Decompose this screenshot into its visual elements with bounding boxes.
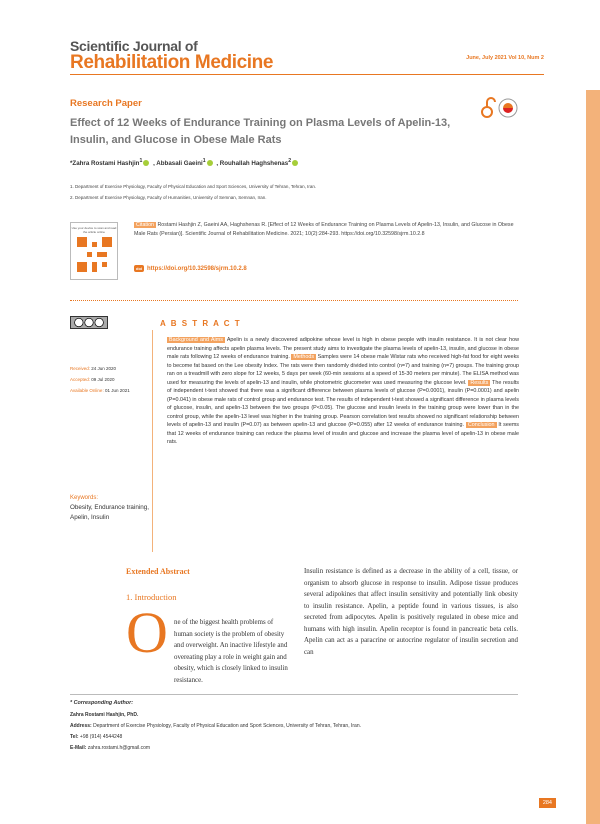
drop-cap: O — [126, 600, 168, 665]
right-margin-bar — [586, 90, 600, 824]
corresponding-author-name: Zahra Rostami Hashjin, PhD. — [70, 712, 139, 718]
orcid-icon[interactable] — [207, 160, 213, 166]
doi-link: https://doi.org/10.32598/sjrm.10.2.8 — [147, 266, 247, 273]
page-number: 284 — [539, 798, 556, 808]
keywords-label: Keywords: — [70, 495, 99, 501]
qr-code-box[interactable] — [70, 222, 118, 280]
journal-name-line1: Scientific Journal of — [70, 38, 198, 54]
orcid-icon[interactable] — [292, 160, 298, 166]
abstract-heading: A B S T R A C T — [160, 319, 242, 328]
affiliation: 2. Department of Exercise Physiology, Faculty of Humanities, University of Semnan, Semnan, Iran. — [70, 195, 267, 200]
author-address: Address: Department of Exercise Physiology, Faculty of Physical Education and Sport Sciences, University of Tehran, Tehran, Iran. — [70, 723, 361, 729]
intro-right-column: Insulin resistance is defined as a decrease in the ability of a cell, tissue, or organism to absorb glucose in response to insulin. Adipose tissue produces several adipokines that affect insulin sensitivity and potentially link obesity to insulin resistance. Apelin, a peptide found in various tissues, is also secreted from adipocytes. Apelin is positively regulated in obese mice and humans with high insulin. Apelin receptor is found in pancreatic beta cells. Apelin can act as a paracrine or autocrine regulator of insulin secretion and can — [304, 568, 518, 656]
authors-line: *Zahra Rostami Hashjin$^1$ , Abbasali Gaeini$^1$ , Rouhallah Haghshenas$^2$ — [70, 158, 300, 167]
abstract-label-results: Results — [470, 379, 489, 386]
dotted-divider — [70, 300, 518, 301]
journal-name-line2: Rehabilitation Medicine — [70, 52, 273, 73]
received-date: 24 Jun 2020 — [91, 366, 117, 371]
doi-icon: doi — [136, 266, 142, 271]
citation-block — [134, 221, 518, 238]
keywords-text: Obesity, Endurance training, Apelin, Insulin — [70, 504, 149, 521]
article-dates: Received: 24 Jun 2020 Accepted: 09 Jul 2020 Available Online: 01 Jun 2021 — [70, 366, 130, 393]
paper-type: Research Paper — [70, 98, 142, 109]
extended-abstract-heading: Extended Abstract — [126, 567, 190, 576]
online-date: 01 Jun 2021 — [104, 388, 130, 393]
author-tel: Tel: +98 (914) 4544248 — [70, 734, 123, 740]
creative-commons-icon[interactable] — [70, 316, 108, 329]
footer-rule — [70, 694, 518, 695]
citation-label: Citation — [136, 222, 154, 228]
author-name: *Zahra Rostami Hashjin — [70, 160, 140, 168]
affiliation: 1. Department of Exercise Physiology, Faculty of Physical Education and Sport Sciences, University of Tehran, Tehran, Iran. — [70, 184, 317, 189]
author-name: , Abbasali Gaeini — [153, 160, 203, 168]
abstract-label-background: Background and Aims — [169, 337, 223, 343]
qr-code-icon — [77, 237, 112, 272]
orcid-icon[interactable] — [143, 160, 149, 166]
citation-text: Rostami Hashjin Z, Gaeini AA, Haghshenas R. [Effect of 12 Weeks of Endurance Training on Plasma Levels of Apelin-13, Insulin, and Glucose in Obese Male Rats (Persian)]. Scientific Journal of Rehabilitation Medicine. 2021; 10(2):284-293. https://doi.org/10.32598/sjrm.10.2.8 — [134, 222, 514, 237]
article-title: Effect of 12 Weeks of Endurance Training on Plasma Levels of Apelin-13, Insulin, and Glucose in Obese Male Rats — [70, 117, 451, 146]
accepted-date: 09 Jul 2020 — [91, 377, 115, 382]
intro-left-column: ne of the biggest health problems of human society is the problem of obesity and overweight. An inactive lifestyle and overeating play a role in weight gain and obesity, which is closely linked to insulin resistance. — [174, 619, 288, 684]
abstract-label-methods: Methods — [293, 354, 315, 360]
abstract-body: Background and Aims Apelin is a newly discovered adipokine whose level is high in obese people with insulin resistance. It is not clear how endurance training affects apelin plasma levels. The present study aims to investigate the plasma levels of apelin-13, insulin, and glucose in obese male rats following 12 weeks of endurance training. Methods Samples were 14 obese male Wistar rats who received high-fat food for eight weeks to become fat based on the Lee obesity Index. The rats were then randomly divided into control (n=7) and training (n=7) groups. The training group ran on a treadmill with zero slope for 12 weeks, 5 days per week (60-min sessions at a speed of 15-30 meters per minute). The ELISA method was used for measuring the levels of apelin-13 and insulin, while photometric glucometer was used measuring the glucose level. Results The results of independent t-test showed that there was a significant difference between plasma levels of glucose (P=0.0001), insulin (P=0.0001) and apelin (P=0.041) in obese male rats of control group and endurance test. The results of independent t-test showed a significant difference in plasma levels of glucose, insulin, and apelin-13 between the two groups (P<0.05). The glucose and insulin levels in the training group were lower than in the control group, while the apelin-13 level was higher in the training group. Pearson correlation test results showed no significant relationship between levels of apelin-13 and insulin (P=0.07) as between apelin-13 and glucose (P=0.055) after 12 weeks of endurance training. Conclusion It seems that 12 weeks of endurance training can reduce the plasma level of insulin and glucose and increase the plasma level of apelin-13 in obese male rats. — [167, 337, 520, 445]
doi-line[interactable] — [134, 265, 247, 272]
corresponding-author-title: * Corresponding Author: — [70, 700, 133, 706]
author-email[interactable]: E-Mail: zahra.rostami.h@gmail.com — [70, 745, 151, 751]
abstract-side-rule — [152, 330, 153, 552]
introduction-heading: 1. Introduction — [126, 592, 177, 602]
abstract-label-conclusion: Conclusion — [467, 422, 495, 428]
header-rule — [70, 74, 544, 75]
qr-caption: Use your device to scan and read the article online — [71, 226, 117, 234]
issue-info: June, July 2021 Vol 10, Num 2 — [466, 55, 544, 61]
open-access-icon — [478, 97, 520, 121]
author-name: , Rouhallah Haghshenas — [216, 160, 289, 168]
